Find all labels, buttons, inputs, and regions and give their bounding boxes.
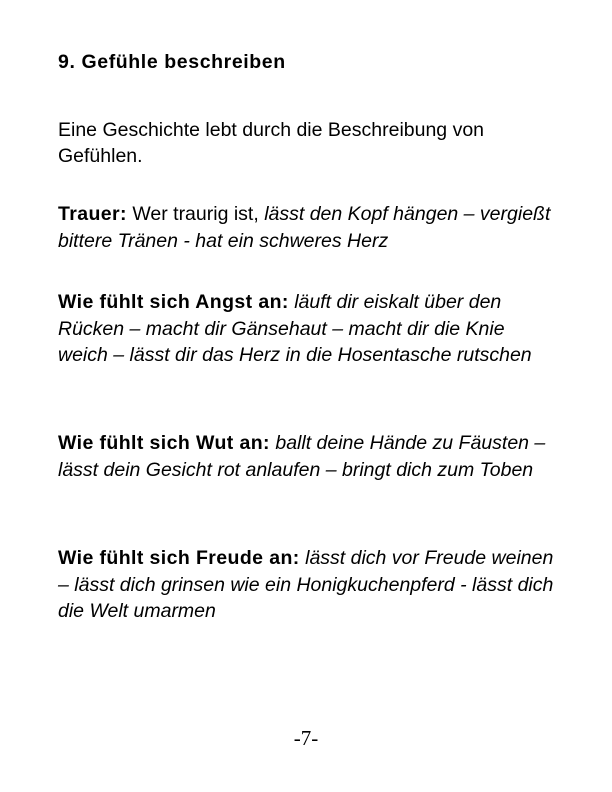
paragraph-angst [58,289,558,369]
page-number: -7- [293,726,319,750]
document-page [58,49,558,622]
text-wut: ballt deine Hände zu Fäusten – lässt dein Gesicht rot anlaufen – bringt dich zum Toben [58,432,546,481]
paragraph-freude [58,545,558,625]
section-heading: 9. Gefühle beschreiben [58,51,286,73]
label-wut: Wie fühlt sich Wut an: [58,432,270,454]
label-freude: Wie fühlt sich Freude an: [58,547,300,569]
text-angst: läuft dir eiskalt über den Rücken – macht dir Gänsehaut – macht dir die Knie weich – lässt dir das Herz in die Hosentasche rutschen [58,291,532,366]
text-trauer: lässt den Kopf hängen – vergießt bittere Tränen - hat ein schweres Herz [58,203,551,252]
label-angst: Wie fühlt sich Angst an: [58,291,289,313]
label-trauer: Trauer: [58,203,127,225]
text-freude: lässt dich vor Freude weinen – lässt dich grinsen wie ein Honigkuchenpferd - lässt dich die Welt umarmen [58,547,554,622]
paragraph-trauer [58,201,558,254]
intro-paragraph: Eine Geschichte lebt durch die Beschreibung von Gefühlen. [58,119,485,167]
paragraph-wut [58,430,558,483]
lead-trauer: Wer traurig ist, [126,203,265,225]
